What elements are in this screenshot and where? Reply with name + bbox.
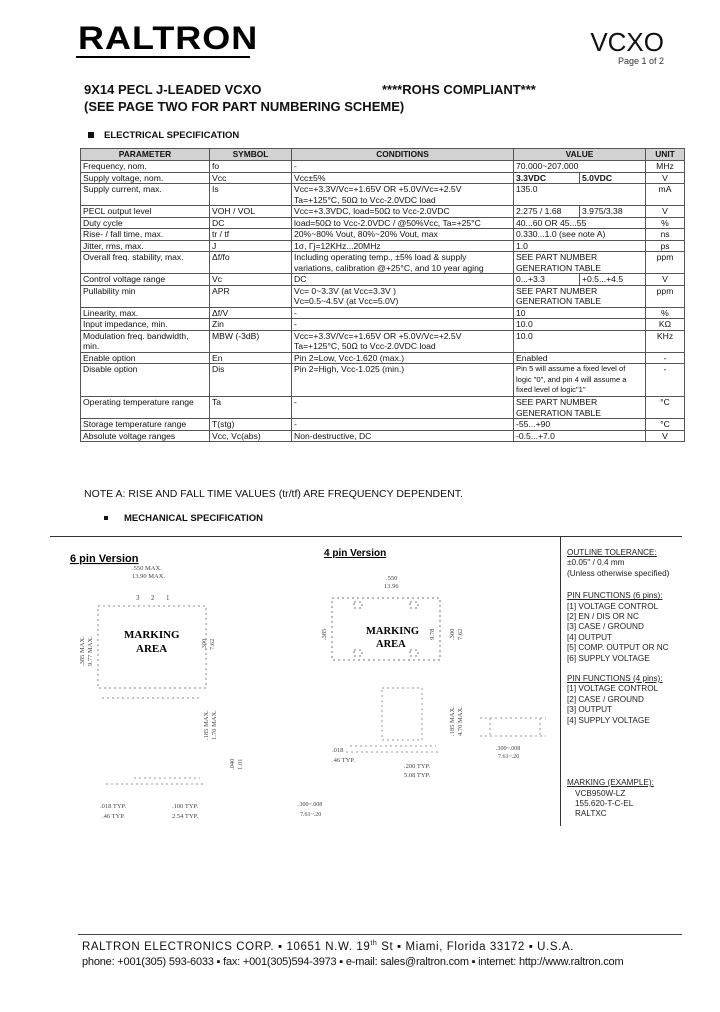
cell-parameter: Enable option bbox=[81, 352, 210, 364]
dim-6-1390max: 13.90 MAX. bbox=[132, 573, 166, 580]
four-pin-side-view bbox=[346, 688, 440, 752]
cell-conditions: - bbox=[292, 161, 514, 173]
table-row bbox=[81, 319, 685, 331]
pin6-item: [1] VOLTAGE CONTROL bbox=[567, 601, 659, 611]
cell-value: 10.0 bbox=[514, 330, 646, 352]
col-header-unit: UNIT bbox=[646, 149, 685, 161]
table-row bbox=[81, 285, 685, 307]
cell-parameter: Disable option bbox=[81, 364, 210, 397]
dim-4-018: .018 bbox=[332, 747, 344, 754]
doc-title: 9X14 PECL J-LEADED VCXO bbox=[84, 82, 262, 97]
cell-unit: ns bbox=[646, 229, 685, 241]
pin4-item: [1] VOLTAGE CONTROL bbox=[567, 684, 659, 694]
table-row bbox=[81, 161, 685, 173]
footer-address-pre: RALTRON ELECTRONICS CORP. ▪ 10651 N.W. 19 bbox=[82, 940, 371, 953]
cell-value: Enabled bbox=[514, 352, 646, 364]
pin6-item: [6] SUPPLY VOLTAGE bbox=[567, 653, 650, 663]
dim-4-300: .300 bbox=[449, 628, 456, 640]
cell-symbol: APR bbox=[210, 285, 292, 307]
footer-contact: phone: +001(305) 593-6033 ▪ fax: +001(305)594-3973 ▪ e-mail: sales@raltron.com ▪ internet: http://www.raltron.com bbox=[82, 956, 624, 968]
dim-6-018typ: .018 TYP. bbox=[100, 803, 127, 810]
table-row bbox=[81, 364, 685, 397]
col-header-symbol: SYMBOL bbox=[210, 149, 292, 161]
dim-4-385: .385 bbox=[321, 628, 328, 640]
cell-value bbox=[514, 274, 646, 286]
tolerance-note: (Unless otherwise specified) bbox=[567, 568, 670, 578]
table-header-row bbox=[81, 149, 685, 161]
cell-conditions: - bbox=[292, 397, 514, 419]
cell-value: SEE PART NUMBER GENERATION TABLE bbox=[514, 252, 646, 274]
pin-functions-6 bbox=[567, 591, 683, 664]
table-row bbox=[81, 206, 685, 218]
value-5v0: 5.0VDC bbox=[579, 173, 645, 184]
cell-symbol: Δf/V bbox=[210, 307, 292, 319]
cell-value: -0.5...+7.0 bbox=[514, 430, 646, 442]
table-row bbox=[81, 240, 685, 252]
value-3v3: 0...+3.3 bbox=[516, 274, 545, 284]
table-row bbox=[81, 397, 685, 419]
dim-4-978: 9.78 bbox=[429, 628, 436, 640]
cell-unit: MHz bbox=[646, 161, 685, 173]
cell-parameter: Jitter, rms, max. bbox=[81, 240, 210, 252]
pin6-item: [4] OUTPUT bbox=[567, 632, 613, 642]
product-title: VCXO bbox=[590, 27, 664, 57]
four-pin-title: 4 pin Version bbox=[324, 548, 387, 559]
cell-value: SEE PART NUMBER GENERATION TABLE bbox=[514, 397, 646, 419]
cell-parameter: Supply voltage, nom. bbox=[81, 172, 210, 184]
dim-6-300: .300 bbox=[201, 638, 208, 650]
dim-4-lead2a: .300~.008 bbox=[298, 802, 323, 808]
cell-value: 70.000~207.000 bbox=[514, 161, 646, 173]
cell-symbol: MBW (-3dB) bbox=[210, 330, 292, 352]
page-number: Page 1 of 2 bbox=[617, 56, 664, 66]
cell-parameter: Rise- / fall time, max. bbox=[81, 229, 210, 241]
dim-4-1396: 13.96 bbox=[384, 583, 399, 590]
cell-parameter: Supply current, max. bbox=[81, 184, 210, 206]
table-row bbox=[81, 274, 685, 286]
cell-conditions: - bbox=[292, 307, 514, 319]
dim-6-185max: .185 MAX. bbox=[203, 710, 210, 740]
cell-parameter: Modulation freq. bandwidth, min. bbox=[81, 330, 210, 352]
cell-symbol: J bbox=[210, 240, 292, 252]
marking-title: MARKING (EXAMPLE): bbox=[567, 778, 654, 788]
electrical-heading bbox=[88, 130, 239, 141]
cell-conditions: load=50Ω to Vcc-2.0VDC / @50%Vcc, Ta=+25°C bbox=[292, 217, 514, 229]
cell-value: 10.0 bbox=[514, 319, 646, 331]
cell-value: 1.0 bbox=[514, 240, 646, 252]
four-pin-marking: MARKING bbox=[366, 626, 420, 637]
col-header-value: VALUE bbox=[514, 149, 646, 161]
mechanical-heading-text: MECHANICAL SPECIFICATION bbox=[124, 513, 263, 524]
cell-value bbox=[514, 206, 646, 218]
cell-unit: ps bbox=[646, 240, 685, 252]
logo-underline bbox=[76, 56, 250, 58]
cell-symbol: Vc bbox=[210, 274, 292, 286]
footer-rule bbox=[78, 934, 682, 935]
cell-conditions: Non-destructive, DC bbox=[292, 430, 514, 442]
pin4-item: [2] CASE / GROUND bbox=[567, 694, 644, 704]
cell-parameter: Absolute voltage ranges bbox=[81, 430, 210, 442]
raltron-logo: RALTRON bbox=[78, 19, 259, 57]
cell-parameter: Duty cycle bbox=[81, 217, 210, 229]
dim-4-lead1a: .300~.008 bbox=[496, 746, 521, 752]
cell-value bbox=[514, 172, 646, 184]
cell-symbol: Vcc bbox=[210, 172, 292, 184]
pin4-item: [4] SUPPLY VOLTAGE bbox=[567, 715, 650, 725]
cell-parameter: Input impedance, min. bbox=[81, 319, 210, 331]
footer-address-sup: th bbox=[370, 940, 378, 947]
cell-conditions: Pin 2=Low, Vcc-1.620 (max.) bbox=[292, 352, 514, 364]
cell-symbol: Δf/fo bbox=[210, 252, 292, 274]
pin-functions-4 bbox=[567, 674, 683, 726]
cell-conditions: Vcc=+3.3V/Vc=+1.65V OR +5.0V/Vc=+2.5V Ta=+125°C, 50Ω to Vcc-2.0VDC load bbox=[292, 330, 514, 352]
dim-6-762: 7.62 bbox=[209, 638, 216, 650]
pin6-item: [2] EN / DIS OR NC bbox=[567, 612, 639, 622]
tolerance-title: OUTLINE TOLERANCE: bbox=[567, 548, 657, 557]
cell-parameter: Linearity, max. bbox=[81, 307, 210, 319]
rohs-label: ****ROHS COMPLIANT*** bbox=[382, 82, 536, 97]
pin-label-3: 3 bbox=[136, 594, 140, 602]
marking-example bbox=[567, 778, 683, 820]
cell-unit: ppm bbox=[646, 285, 685, 307]
note-a: NOTE A: RISE AND FALL TIME VALUES (tr/tf) ARE FREQUENCY DEPENDENT. bbox=[84, 488, 463, 500]
marking-line: VCB950W-LZ bbox=[575, 788, 626, 798]
col-header-parameter: PARAMETER bbox=[81, 149, 210, 161]
cell-conditions: Vc= 0~3.3V (at Vcc=3.3V ) Vc=0.5~4.5V (at Vcc=5.0V) bbox=[292, 285, 514, 307]
cell-unit: V bbox=[646, 206, 685, 218]
pin6-title: PIN FUNCTIONS (6 pins): bbox=[567, 591, 663, 601]
six-pin-title: 6 pin Version bbox=[70, 553, 139, 565]
dim-4-762: 7.62 bbox=[457, 628, 464, 640]
dim-4-46typ: .46 TYP. bbox=[332, 757, 355, 764]
footer-address-post: St ▪ Miami, Florida 33172 ▪ U.S.A. bbox=[377, 940, 575, 953]
dim-4-508typ: 5.08 TYP. bbox=[404, 772, 431, 779]
table-row bbox=[81, 172, 685, 184]
pin6-item: [3] CASE / GROUND bbox=[567, 622, 644, 632]
value-split bbox=[514, 206, 645, 217]
cell-unit: KΩ bbox=[646, 319, 685, 331]
electrical-spec-table bbox=[80, 148, 685, 442]
cell-value: 10 bbox=[514, 307, 646, 319]
table-row bbox=[81, 307, 685, 319]
dim-4-lead2b: 7.61~.20 bbox=[300, 812, 322, 818]
cell-symbol: T(stg) bbox=[210, 419, 292, 431]
cell-parameter: Overall freq. stability, max. bbox=[81, 252, 210, 274]
table-row bbox=[81, 419, 685, 431]
dim-6-977max: 9.77 MAX. bbox=[87, 636, 94, 666]
mechanical-notes-column bbox=[560, 536, 683, 826]
footer-address bbox=[82, 940, 574, 953]
cell-unit: % bbox=[646, 307, 685, 319]
cell-symbol: Vcc, Vc(abs) bbox=[210, 430, 292, 442]
dim-6-100typ: .100 TYP. bbox=[172, 803, 199, 810]
cell-symbol: Zin bbox=[210, 319, 292, 331]
cell-symbol: DC bbox=[210, 217, 292, 229]
cell-unit: mA bbox=[646, 184, 685, 206]
cell-unit: % bbox=[646, 217, 685, 229]
table-row bbox=[81, 184, 685, 206]
cell-value: -55...+90 bbox=[514, 419, 646, 431]
dim-6-170max: 1.70 MAX. bbox=[211, 710, 218, 740]
cell-parameter: Storage temperature range bbox=[81, 419, 210, 431]
value-5v0: +0.5...+4.5 bbox=[579, 274, 645, 285]
cell-conditions: Vcc=+3.3VDC, load=50Ω to Vcc-2.0VDC bbox=[292, 206, 514, 218]
cell-unit: ppm bbox=[646, 252, 685, 274]
bullet-small-icon bbox=[104, 516, 108, 520]
value-3v3: 2.275 / 1.68 bbox=[516, 206, 562, 216]
cell-parameter: PECL output level bbox=[81, 206, 210, 218]
cell-conditions: Vcc=+3.3V/Vc=+1.65V OR +5.0V/Vc=+2.5V Ta=+125°C, 50Ω to Vcc-2.0VDC load bbox=[292, 184, 514, 206]
mechanical-drawings bbox=[50, 540, 560, 830]
value-5v0: 3.975/3.38 bbox=[579, 206, 645, 217]
cell-symbol: En bbox=[210, 352, 292, 364]
cell-parameter: Operating temperature range bbox=[81, 397, 210, 419]
electrical-spec-body bbox=[81, 161, 685, 442]
cell-conditions: Including operating temp., ±5% load & supply variations, calibration @+25°C, and 10 year aging bbox=[292, 252, 514, 274]
table-row bbox=[81, 229, 685, 241]
cell-unit: °C bbox=[646, 419, 685, 431]
cell-value: 40...60 OR 45...55 bbox=[514, 217, 646, 229]
cell-symbol: Ta bbox=[210, 397, 292, 419]
cell-symbol: fo bbox=[210, 161, 292, 173]
dim-6-550max: .550 MAX. bbox=[132, 565, 162, 572]
cell-conditions: Pin 2=High, Vcc-1.025 (min.) bbox=[292, 364, 514, 397]
cell-conditions: DC bbox=[292, 274, 514, 286]
doc-subtitle: (SEE PAGE TWO FOR PART NUMBERING SCHEME) bbox=[84, 99, 405, 114]
pin6-item: [5] COMP. OUTPUT OR NC bbox=[567, 643, 669, 653]
cell-conditions: 20%~80% Vout, 80%~20% Vout, max bbox=[292, 229, 514, 241]
cell-value: 135.0 bbox=[514, 184, 646, 206]
electrical-heading-text: ELECTRICAL SPECIFICATION bbox=[104, 130, 240, 141]
cell-unit: - bbox=[646, 364, 685, 397]
table-row bbox=[81, 330, 685, 352]
cell-unit: - bbox=[646, 352, 685, 364]
cell-unit: V bbox=[646, 430, 685, 442]
dim-4-550: .550 bbox=[386, 575, 398, 582]
six-pin-side-view bbox=[106, 778, 206, 784]
cell-symbol: Is bbox=[210, 184, 292, 206]
cell-conditions: - bbox=[292, 319, 514, 331]
dim-6-040: .040 bbox=[229, 758, 236, 770]
marking-line: 155.620-T-C-EL bbox=[575, 798, 634, 808]
four-pin-area: AREA bbox=[376, 639, 406, 650]
cell-value: 0.330...1.0 (see note A) bbox=[514, 229, 646, 241]
four-pin-lead-detail bbox=[480, 718, 546, 736]
dim-4-lead1b: 7.61~.20 bbox=[498, 754, 520, 760]
bullet-square-icon bbox=[88, 132, 94, 138]
cell-unit: KHz bbox=[646, 330, 685, 352]
cell-value: Pin 5 will assume a fixed level of logic "0", and pin 4 will assume a fixed level of logic"1" bbox=[514, 364, 646, 397]
six-pin-marking: MARKING bbox=[124, 629, 180, 641]
dim-6-254typ: 2.54 TYP. bbox=[172, 813, 199, 820]
cell-unit: V bbox=[646, 274, 685, 286]
outline-tolerance bbox=[567, 548, 683, 579]
col-header-conditions: CONDITIONS bbox=[292, 149, 514, 161]
cell-symbol: Dis bbox=[210, 364, 292, 397]
marking-line: RALTXC bbox=[575, 809, 607, 819]
cell-unit: °C bbox=[646, 397, 685, 419]
cell-parameter: Frequency, nom. bbox=[81, 161, 210, 173]
cell-value: SEE PART NUMBER GENERATION TABLE bbox=[514, 285, 646, 307]
pin-label-1: 1 bbox=[166, 594, 170, 602]
dim-4-200typ: .200 TYP. bbox=[404, 763, 431, 770]
cell-symbol: tr / tf bbox=[210, 229, 292, 241]
cell-conditions: 1σ, Γj=12KHz...20MHz bbox=[292, 240, 514, 252]
pin4-title: PIN FUNCTIONS (4 pins): bbox=[567, 674, 663, 684]
value-3v3: 3.3VDC bbox=[516, 172, 547, 183]
cell-conditions: Vcc±5% bbox=[292, 172, 514, 184]
pin-label-2: 2 bbox=[151, 594, 155, 602]
six-pin-area: AREA bbox=[136, 643, 168, 655]
table-row bbox=[81, 352, 685, 364]
tolerance-value: ±0.05" / 0.4 mm bbox=[567, 558, 625, 568]
mechanical-heading bbox=[104, 513, 263, 524]
value-split bbox=[514, 173, 645, 184]
value-split bbox=[514, 274, 645, 285]
cell-parameter: Control voltage range bbox=[81, 274, 210, 286]
dim-4-185max: .185 MAX. bbox=[449, 706, 456, 736]
dim-6-385max: .385 MAX. bbox=[79, 636, 86, 666]
dim-6-46typ: .46 TYP. bbox=[102, 813, 125, 820]
cell-conditions: - bbox=[292, 419, 514, 431]
table-row bbox=[81, 217, 685, 229]
cell-parameter: Pullability min bbox=[81, 285, 210, 307]
pin4-item: [3] OUTPUT bbox=[567, 705, 613, 715]
dim-6-101: 1.01 bbox=[237, 758, 244, 770]
cell-unit: V bbox=[646, 172, 685, 184]
table-row bbox=[81, 430, 685, 442]
table-row bbox=[81, 252, 685, 274]
dim-4-470max: 4.70 MAX. bbox=[457, 706, 464, 736]
cell-symbol: VOH / VOL bbox=[210, 206, 292, 218]
